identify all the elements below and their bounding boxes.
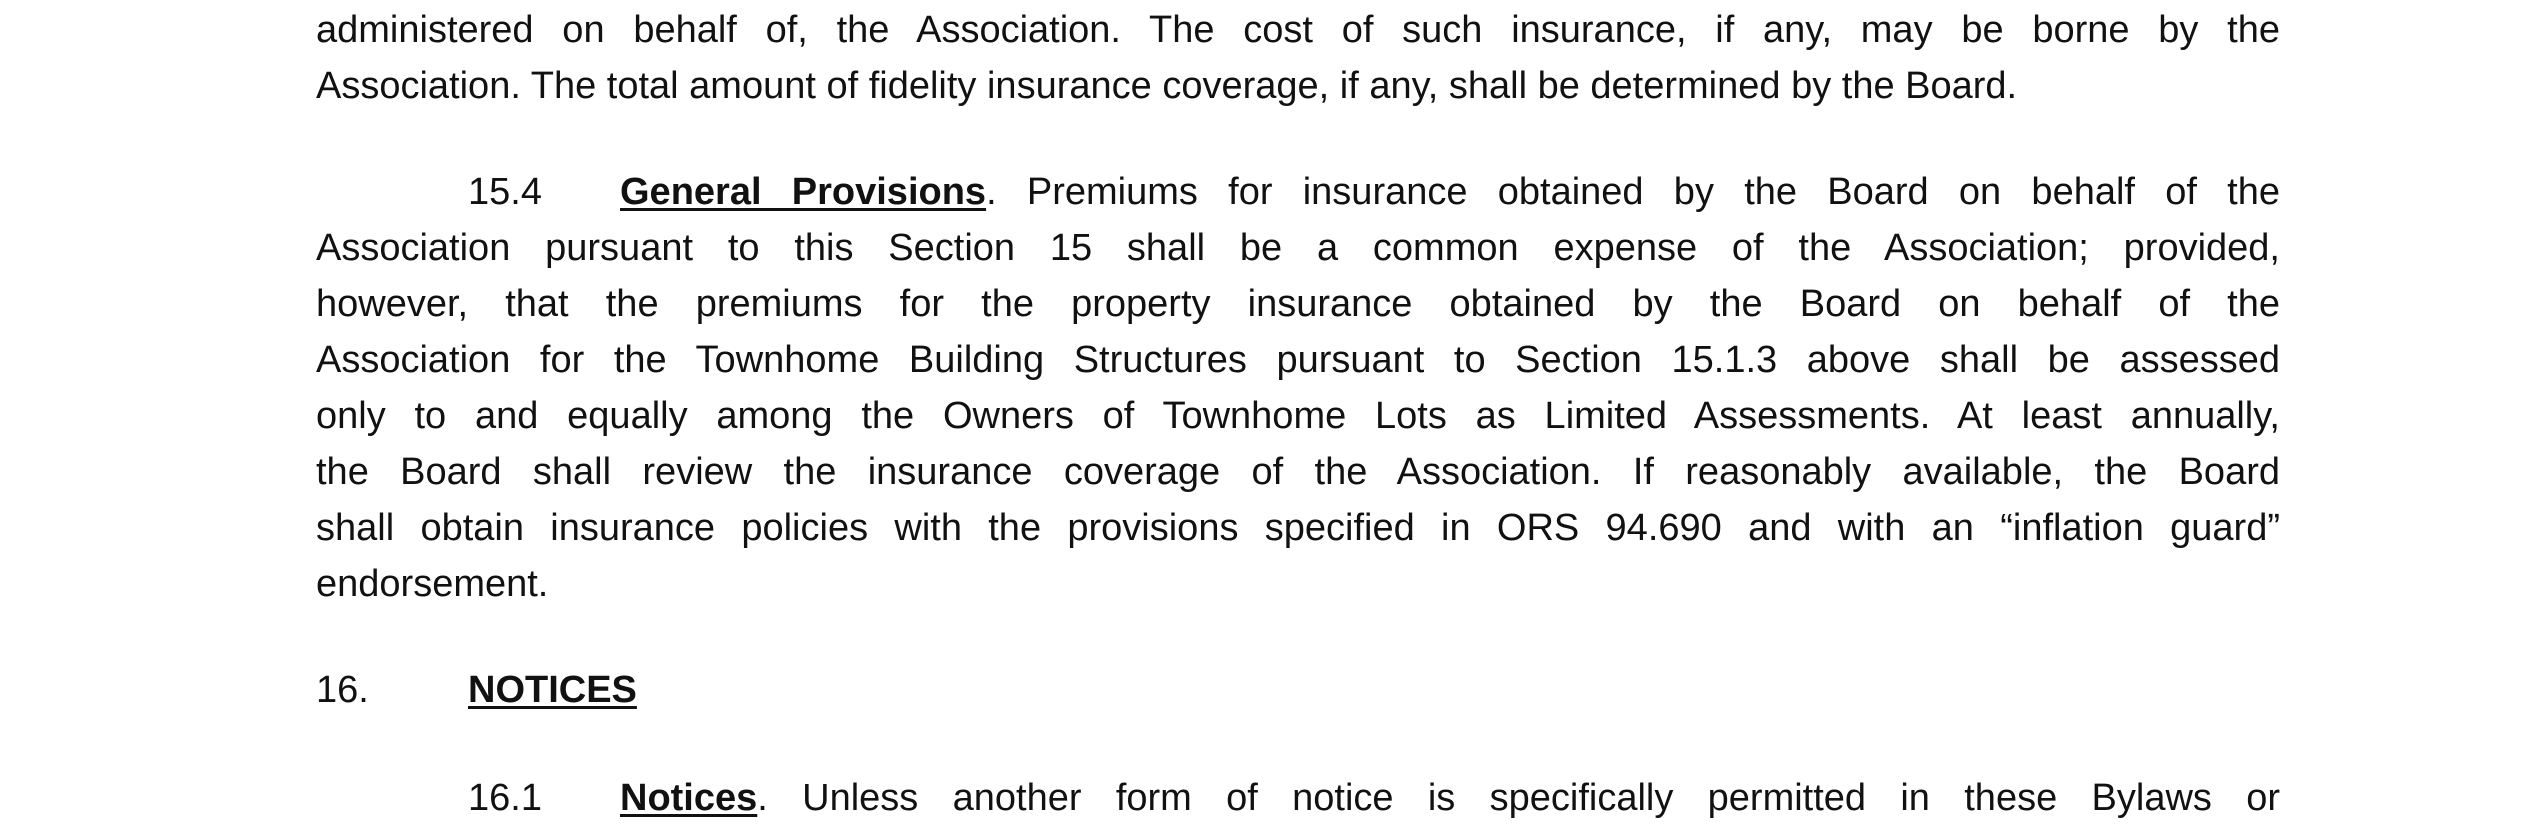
body-text-line: Association. The total amount of fidelity insurance coverage, if any, shall be determined by the Board. [316,65,2018,107]
body-text-run: . Unless another form of notice is specifically permitted in these Bylaws or [757,777,2280,819]
section-heading: NOTICES [468,669,637,711]
body-text-line: administered on behalf of, the Association. The cost of such insurance, if any, may be borne by the [316,9,2280,51]
body-text-line: Association for the Townhome Building Structures pursuant to Section 15.1.3 above shall be assessed [316,339,2280,381]
body-text-run: . Premiums for insurance obtained by the Board on behalf of the [986,171,2280,213]
section-number: 15.4 [468,171,542,213]
section-number: 16. [316,669,369,711]
body-text-line: the Board shall review the insurance coverage of the Association. If reasonably available, the Board [316,451,2280,493]
section-first-line [620,770,2280,826]
section-heading: Notices [620,777,758,819]
section-heading: General Provisions [620,171,987,213]
body-text-line: Association pursuant to this Section 15 shall be a common expense of the Association; provided, [316,227,2280,269]
body-text-line: shall obtain insurance policies with the provisions specified in ORS 94.690 and with an “inflation guard” [316,507,2280,549]
body-text-line: however, that the premiums for the property insurance obtained by the Board on behalf of the [316,283,2280,325]
body-text-line: only to and equally among the Owners of Townhome Lots as Limited Assessments. At least annually, [316,395,2280,437]
section-first-line [620,164,2280,220]
section-number: 16.1 [468,777,542,819]
body-text-line: endorsement. [316,563,549,605]
